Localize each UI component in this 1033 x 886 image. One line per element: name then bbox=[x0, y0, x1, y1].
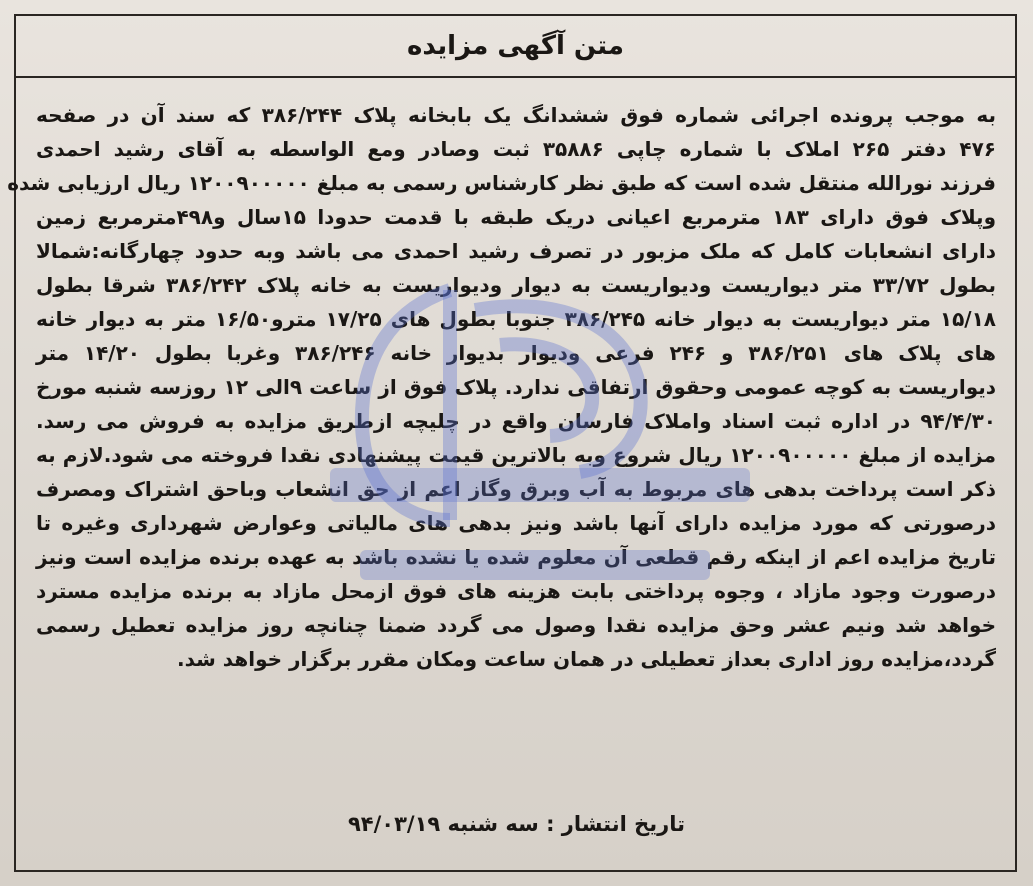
title-bar bbox=[16, 16, 1015, 78]
body-line: درصورتی که مورد مزایده دارای آنها باشد ونیز بدهی های مالیاتی وعوارض شهرداری وغیره تا bbox=[36, 511, 996, 535]
body-line: دیواریست به کوچه عمومی وحقوق ارتفاقی ندارد. پلاک فوق از ساعت ۹الی ۱۲ روزسه شنبه مورخ bbox=[36, 375, 997, 399]
body-line: ذکر است پرداخت بدهی های مربوط به آب وبرق وگاز اعم از حق انشعاب وباحق اشتراک ومصرف bbox=[36, 477, 996, 501]
body-line: گردد،مزایده روز اداری بعداز تعطیلی در همان ساعت ومکان مقرر برگزار خواهد شد. bbox=[177, 647, 996, 671]
body-line: مزایده از مبلغ ۱۲۰۰۹۰۰۰۰۰ ریال شروع وبه بالاترین قیمت پیشنهادی نقدا فروخته می شود.لازم به bbox=[36, 443, 996, 467]
body-line: خواهد شد ونیم عشر وحق مزایده نقدا وصول می گردد ضمنا چنانچه روز مزایده تعطیل رسمی bbox=[36, 613, 996, 637]
body-line: های پلاک های ۳۸۶/۲۵۱ و ۲۴۶ فرعی ودیوار بدیوار خانه ۳۸۶/۲۴۶ وغربا بطول ۱۴/۲۰ متر bbox=[36, 341, 997, 365]
body-line: وپلاک فوق دارای ۱۸۳ مترمربع اعیانی دریک طبقه با قدمت حدودا ۱۵سال و۴۹۸مترمربع زمین bbox=[36, 205, 996, 229]
body-line: درصورت وجود مازاد ، وجوه پرداختی بابت هزینه های فوق ازمحل مازاد به برنده مزایده مسترد bbox=[36, 579, 996, 603]
notice-body bbox=[7, 98, 997, 676]
body-line: دارای انشعابات کامل که ملک مزبور در تصرف رشید احمدی می باشد وبه حدود چهارگانه:شمالا bbox=[36, 239, 996, 263]
notice-title: متن آگهی مزایده bbox=[406, 31, 625, 61]
body-line: ۹۴/۴/۳۰ در اداره ثبت اسناد واملاک فارسان واقع در چلیچه ازطریق مزایده به فروش می رسد. bbox=[36, 409, 996, 433]
publish-date: تاریخ انتشار : سه شنبه ۹۴/۰۳/۱۹ bbox=[347, 812, 685, 836]
body-line: به موجب پرونده اجرائی شماره فوق ششدانگ یک بابخانه پلاک ۳۸۶/۲۴۴ که سند آن در صفحه bbox=[36, 103, 996, 127]
body-line: فرزند نورالله منتقل شده است که طبق نظر کارشناس رسمی به مبلغ ۱۲۰۰۹۰۰۰۰۰ ریال ارزیابی شده bbox=[7, 171, 996, 195]
body-line: ۴۷۶ دفتر ۲۶۵ املاک با شماره چاپی ۳۵۸۸۶ ثبت وصادر ومع الواسطه به آقای رشید احمدی bbox=[36, 137, 997, 161]
body-line: ۱۵/۱۸ متر دیواریست به دیوار خانه ۳۸۶/۲۴۵ جنوبا بطول های ۱۷/۲۵ مترو۱۶/۵۰ متر به دیوار خانه bbox=[36, 307, 996, 331]
body-line: تاریخ مزایده اعم از اینکه رقم قطعی آن معلوم شده یا نشده باشد به عهده برنده مزایده است ونیز bbox=[36, 545, 996, 569]
body-line: بطول ۳۳/۷۲ متر دیواریست ودیواریست به دیوار ودیواریست به خانه پلاک ۳۸۶/۲۴۲ شرقا بطول bbox=[36, 273, 996, 297]
